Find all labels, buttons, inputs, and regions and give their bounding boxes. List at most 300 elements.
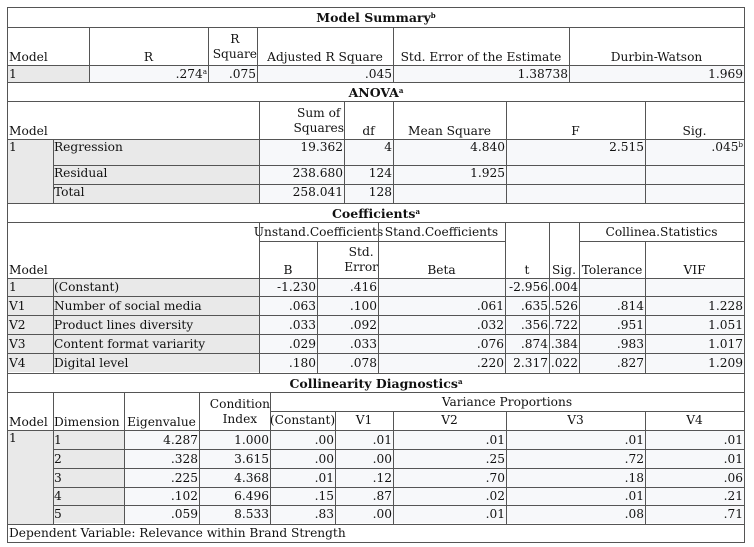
header-eigenvalue-text: Eigenvalue (127, 415, 196, 429)
row-label-model (8, 316, 53, 334)
header-line: Index (222, 411, 258, 426)
value-vif (645, 316, 744, 334)
row-label-dimension-text: 1 (54, 432, 62, 447)
column-divider (89, 28, 90, 82)
header-line: Squares (293, 120, 344, 135)
value-std-error-text: .092 (349, 317, 377, 332)
dependent-variable-footnote (8, 525, 744, 542)
row-label-model-text: V2 (9, 317, 26, 332)
value-f (506, 166, 645, 185)
value-v4 (645, 450, 744, 468)
value-constant (270, 488, 335, 505)
value-constant-text: .01 (314, 470, 334, 485)
column-divider (579, 223, 580, 373)
model-summary-title-text: Model Summary$^b$ (316, 10, 436, 25)
row-label-predictor (53, 316, 259, 334)
value-v3 (506, 450, 645, 468)
value-vif (645, 279, 744, 296)
value-condition-index-text: 3.615 (234, 451, 269, 466)
value-v3-text: .01 (624, 489, 644, 503)
value-beta (378, 279, 505, 296)
row-label-predictor-text: (Constant) (54, 280, 120, 294)
row-label-model-text: V1 (9, 298, 26, 313)
header-std-error-text (344, 245, 378, 275)
value-t (505, 279, 549, 296)
header-adjusted-r-square-text: Adjusted R Square (267, 50, 383, 64)
value-df (344, 166, 393, 185)
value-v4-text: .21 (723, 489, 743, 503)
row-divider (8, 315, 744, 316)
row-label-predictor (53, 354, 259, 372)
column-divider (645, 102, 646, 203)
value-tolerance (579, 316, 645, 334)
value-v3 (506, 506, 645, 523)
header-tolerance (579, 241, 645, 278)
header-vif (645, 241, 744, 278)
header-condition-index-text (210, 397, 270, 427)
value-sig (549, 297, 579, 315)
value-f (506, 140, 645, 166)
column-divider (506, 411, 507, 524)
value-sig (549, 316, 579, 334)
row-label-model (8, 354, 53, 372)
value-tolerance (579, 354, 645, 372)
value-t (505, 354, 549, 372)
value-eigenvalue-text: .102 (170, 489, 198, 503)
value-condition-index (199, 450, 270, 468)
header-v2-text: V2 (441, 413, 458, 427)
value-eigenvalue (124, 506, 199, 523)
value-sig-text: .526 (550, 298, 578, 313)
value-b (259, 279, 317, 296)
value-eigenvalue (124, 488, 199, 505)
value-b-text: -1.230 (276, 280, 316, 294)
value-b-text: .063 (288, 298, 316, 313)
value-v1 (335, 488, 393, 505)
value-tolerance (579, 335, 645, 353)
value-v2 (393, 488, 506, 505)
value-beta (378, 316, 505, 334)
row-divider (8, 82, 744, 83)
value-b (259, 354, 317, 372)
row-label-source (53, 185, 259, 203)
value-std-error (317, 316, 378, 334)
collinearity-diagnostics-title (8, 374, 744, 392)
header-durbin-watson (569, 28, 744, 65)
value-r-square (208, 66, 257, 82)
header-mean-square (393, 102, 506, 139)
value-t (505, 316, 549, 334)
header-v1-text: V1 (355, 413, 373, 427)
value-sum-of-squares (259, 166, 344, 185)
header-sig-text: Sig. (552, 263, 576, 277)
row-label-source (53, 166, 259, 185)
value-t (505, 335, 549, 353)
value-b-text: .029 (288, 336, 316, 351)
value-constant (270, 431, 335, 449)
footnote-marker: a (398, 86, 404, 95)
header-mean-square-text: Mean Square (408, 124, 491, 138)
value-std-error (317, 335, 378, 353)
header-eigenvalue (124, 393, 199, 430)
header-f-text: F (571, 124, 580, 138)
header-r-text: R (143, 50, 154, 64)
header-std-error (317, 241, 378, 278)
value-durbin-watson-text: 1.969 (708, 66, 743, 81)
header-standardized-coefficients (378, 223, 505, 241)
value-v1-text: .12 (372, 470, 392, 485)
header-beta-text: Beta (427, 263, 456, 277)
header-v3-text: V3 (567, 413, 584, 427)
column-divider (257, 28, 258, 82)
value-eigenvalue (124, 431, 199, 449)
header-collinearity-statistics (579, 223, 744, 241)
row-label-model (8, 335, 53, 353)
value-df-text: 4 (384, 140, 392, 154)
value-vif (645, 354, 744, 372)
value-v4 (645, 488, 744, 505)
row-label-model (8, 66, 89, 82)
header-line: Error (344, 259, 378, 274)
value-v2 (393, 431, 506, 449)
value-eigenvalue (124, 469, 199, 487)
row-divider (53, 487, 744, 488)
column-divider (259, 102, 260, 203)
value-tolerance-text: .983 (616, 336, 644, 351)
value-v4-text: .01 (723, 432, 743, 447)
value-eigenvalue-text: 4.287 (163, 432, 198, 447)
value-constant-text: .15 (314, 489, 334, 503)
header-r (89, 28, 208, 65)
value-beta-text: .061 (476, 298, 504, 313)
value-v1 (335, 506, 393, 523)
value-b-text: .033 (288, 317, 316, 332)
header-v1 (335, 411, 393, 430)
footnote-marker: a (457, 376, 463, 386)
value-sum-of-squares (259, 140, 344, 166)
row-label-predictor-text: Content format variarity (54, 336, 206, 351)
value-vif-text: 1.051 (708, 317, 743, 332)
value-constant-text: .00 (314, 432, 334, 447)
column-divider (393, 102, 394, 203)
header-model-text: Model (9, 50, 48, 64)
value-std-error-text: .078 (349, 355, 377, 370)
value-t-text: -2.956 (508, 280, 548, 294)
value-condition-index-text: 6.496 (234, 489, 269, 503)
anova-title-text: ANOVA$^a$ (348, 85, 404, 100)
header-dimension (53, 393, 124, 430)
row-divider (8, 353, 744, 354)
header-sum-of-squares (259, 102, 344, 139)
row-label-model (8, 297, 53, 315)
header-model-text: Model (9, 263, 48, 277)
row-label-model-text: 1 (9, 66, 17, 81)
value-vif (645, 297, 744, 315)
row-label-model-text: 1 (9, 140, 17, 154)
value-v3 (506, 488, 645, 505)
column-divider (259, 223, 260, 373)
header-r-square-text (213, 32, 257, 62)
value-sum-of-squares-text: 19.362 (300, 140, 343, 154)
value-sig-text: .022 (550, 355, 578, 370)
value-sig (645, 140, 744, 166)
value-sig-text: .384 (550, 336, 578, 351)
value-std-error-text: .100 (349, 298, 377, 313)
value-v1-text: .01 (372, 432, 392, 447)
row-divider (8, 296, 744, 297)
value-t-text: .356 (520, 317, 548, 332)
value-beta (378, 297, 505, 315)
value-std-error (317, 297, 378, 315)
footnote-marker: a (415, 206, 420, 216)
row-label-dimension (53, 431, 124, 449)
row-label-source-text: Regression (54, 140, 123, 154)
header-beta (378, 241, 505, 278)
header-std-error-estimate (393, 28, 569, 65)
value-condition-index-text: 4.368 (234, 470, 269, 485)
value-tolerance-text: .951 (616, 317, 644, 332)
column-divider (53, 279, 54, 373)
value-r (89, 66, 208, 82)
value-sig (549, 335, 579, 353)
value-v2 (393, 506, 506, 523)
coefficients-title (8, 204, 744, 222)
header-f (506, 102, 645, 139)
value-eigenvalue (124, 450, 199, 468)
header-line: R (230, 31, 240, 46)
column-divider (378, 223, 379, 373)
value-std-error (317, 279, 378, 296)
model-summary-title (8, 8, 744, 27)
header-sig (549, 223, 579, 278)
value-std-error-text: .033 (349, 336, 377, 351)
value-adjusted-r-square-text: .045 (364, 66, 392, 81)
header-t (505, 223, 549, 278)
value-b (259, 335, 317, 353)
row-label-model (8, 279, 53, 296)
header-t-text: t (524, 263, 530, 277)
value-v3-text: .18 (624, 470, 644, 485)
anova-title (8, 84, 744, 101)
row-label-model-text: 1 (9, 431, 17, 445)
value-b-text: .180 (288, 355, 316, 370)
header-sig (645, 102, 744, 139)
value-sig-text: .045$^b$ (711, 140, 743, 154)
value-v2-text: .70 (485, 470, 505, 485)
header-durbin-watson-text: Durbin-Watson (610, 50, 703, 64)
column-divider (208, 28, 209, 82)
value-v4-text: .01 (723, 451, 743, 466)
value-beta-text: .076 (476, 336, 504, 351)
value-v2-text: .01 (485, 507, 505, 521)
value-t-text: .635 (520, 298, 548, 313)
header-sum-of-squares-text (293, 106, 344, 136)
value-condition-index-text: 8.533 (234, 507, 269, 521)
value-condition-index-text: 1.000 (234, 432, 269, 447)
value-v3 (506, 431, 645, 449)
value-v1 (335, 469, 393, 487)
header-line: Square (212, 46, 257, 61)
dependent-variable-footnote-text: Dependent Variable: Relevance within Brand Strength (9, 526, 346, 540)
row-label-predictor-text: Digital level (54, 355, 129, 370)
value-v4 (645, 431, 744, 449)
value-beta-text: .032 (476, 317, 504, 332)
value-std-error-estimate (393, 66, 569, 82)
value-df-text: 124 (368, 166, 392, 180)
row-label-model-text: 1 (9, 280, 17, 294)
header-line: Std. (348, 244, 374, 259)
value-eigenvalue-text: .225 (170, 470, 198, 485)
header-model-text: Model (9, 415, 48, 429)
value-tolerance-text: .814 (616, 298, 644, 313)
column-divider (53, 393, 54, 524)
value-v1 (335, 431, 393, 449)
value-r-square-text: .075 (228, 66, 256, 81)
value-durbin-watson (569, 66, 744, 82)
value-t (505, 297, 549, 315)
row-divider (53, 505, 744, 506)
value-mean-square (393, 166, 506, 185)
value-sum-of-squares-text: 258.041 (292, 185, 343, 199)
value-mean-square-text: 4.840 (470, 140, 505, 154)
value-sig-text: .722 (550, 317, 578, 332)
header-std-error-estimate-text: Std. Error of the Estimate (400, 50, 562, 64)
header-model (8, 223, 259, 278)
value-mean-square (393, 185, 506, 203)
value-constant-text: .00 (314, 451, 334, 466)
value-df (344, 185, 393, 203)
column-divider (569, 28, 570, 82)
row-divider (53, 449, 744, 450)
value-condition-index (199, 469, 270, 487)
value-sum-of-squares-text: 238.680 (292, 166, 343, 180)
value-v1 (335, 450, 393, 468)
row-label-dimension (53, 488, 124, 505)
value-condition-index (199, 488, 270, 505)
header-constant (270, 411, 335, 430)
row-label-model (8, 431, 53, 524)
value-vif (645, 335, 744, 353)
value-constant (270, 450, 335, 468)
column-divider (344, 102, 345, 203)
row-label-dimension (53, 506, 124, 523)
value-v2-text: .25 (485, 451, 505, 466)
header-v4-text: V4 (686, 413, 703, 427)
column-divider (645, 241, 646, 373)
header-sig-text: Sig. (682, 124, 707, 138)
value-eigenvalue-text: .059 (170, 507, 198, 521)
header-model (8, 28, 89, 65)
row-divider (53, 165, 744, 166)
value-df-text: 128 (368, 185, 392, 199)
value-v3-text: .01 (624, 432, 644, 447)
value-r-text: .274$^a$ (175, 66, 207, 81)
value-eigenvalue-text: .328 (170, 451, 198, 466)
value-sig (549, 279, 579, 296)
value-b (259, 297, 317, 315)
value-sig (645, 185, 744, 203)
row-label-source-text: Total (54, 185, 85, 199)
value-v3-text: .08 (624, 507, 644, 521)
value-v4-text: .71 (723, 507, 743, 521)
value-tolerance-text: .827 (616, 355, 644, 370)
header-r-square (208, 28, 257, 65)
column-divider (270, 393, 271, 524)
value-tolerance (579, 279, 645, 296)
value-df (344, 140, 393, 166)
header-variance-proportions (270, 393, 744, 411)
value-v2-text: .02 (485, 489, 505, 503)
value-vif-text: 1.228 (708, 298, 743, 313)
column-divider (393, 411, 394, 524)
column-divider (506, 102, 507, 203)
value-v1-text: .00 (372, 507, 392, 521)
column-divider (645, 411, 646, 524)
column-divider (393, 28, 394, 82)
row-label-model (8, 140, 53, 203)
row-label-dimension-text: 5 (54, 507, 62, 521)
row-label-source (53, 140, 259, 166)
value-v4 (645, 506, 744, 523)
header-dimension-text: Dimension (54, 415, 120, 429)
value-std-error (317, 354, 378, 372)
footnote-marker: a (202, 67, 207, 76)
value-std-error-text: .416 (349, 280, 377, 294)
header-model (8, 102, 259, 139)
row-label-model-text: V4 (9, 355, 26, 370)
value-sig-text: .004 (550, 280, 578, 294)
row-label-source-text: Residual (54, 166, 108, 180)
header-standardized-coefficients-text: Stand.Coefficients (384, 224, 499, 239)
row-label-predictor-text: Product lines diversity (54, 317, 194, 332)
value-constant (270, 506, 335, 523)
header-model (8, 393, 53, 430)
row-divider (53, 468, 744, 469)
column-divider (549, 223, 550, 373)
header-adjusted-r-square (257, 28, 393, 65)
header-b-text: B (283, 263, 293, 277)
value-condition-index (199, 506, 270, 523)
header-df (344, 102, 393, 139)
header-condition-index (199, 393, 270, 430)
header-v3 (506, 411, 645, 430)
header-variance-proportions-text: Variance Proportions (441, 394, 573, 409)
header-line: Condition (209, 396, 270, 411)
row-label-dimension (53, 450, 124, 468)
header-v2 (393, 411, 506, 430)
value-constant (270, 469, 335, 487)
value-vif-text: 1.017 (708, 336, 743, 351)
value-f-text: 2.515 (609, 140, 644, 154)
footnote-marker: b (430, 11, 436, 20)
value-mean-square (393, 140, 506, 166)
value-sig (549, 354, 579, 372)
value-b (259, 316, 317, 334)
value-mean-square-text: 1.925 (470, 166, 505, 180)
header-line: Sum of (296, 105, 341, 120)
value-beta-text: .220 (476, 355, 504, 370)
header-constant-text: (Constant) (269, 413, 336, 427)
value-beta (378, 354, 505, 372)
value-f (506, 185, 645, 203)
header-df-text: df (362, 124, 375, 138)
value-v2 (393, 450, 506, 468)
row-divider (8, 334, 744, 335)
row-divider (53, 184, 744, 185)
value-v3-text: .72 (624, 451, 644, 466)
value-sig (645, 166, 744, 185)
row-label-dimension-text: 4 (54, 489, 62, 503)
